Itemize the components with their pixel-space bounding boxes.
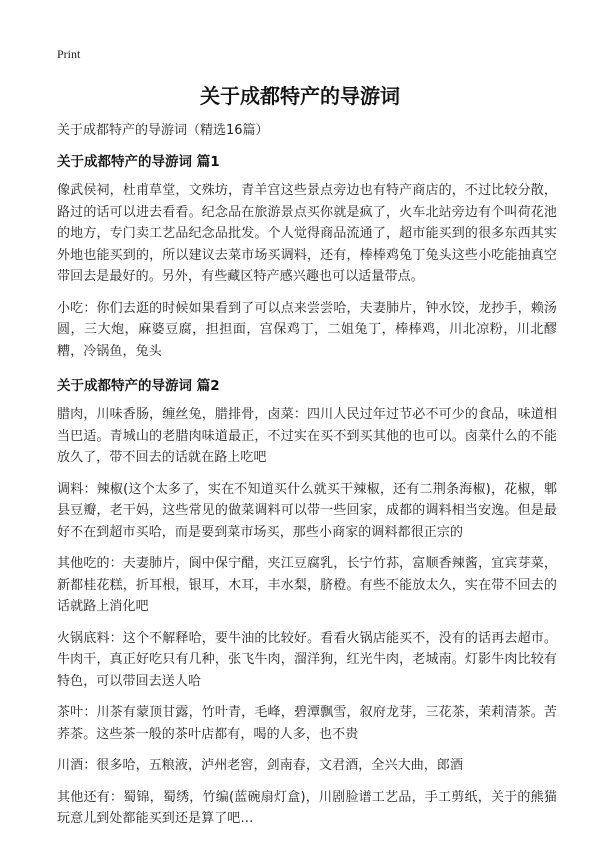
paragraph: 腊肉，川味香肠，缠丝兔，腊排骨，卤菜：四川人民过年过节必不可少的食品，味道相当巴适。青城山的老腊肉味道最正，不过实在买不到买其他的也可以。卤菜什么的不能放久了，带不回去的话就在路上吃吧 bbox=[57, 407, 557, 465]
document-subtitle: 关于成都特产的导游词（精选16篇） bbox=[57, 123, 269, 138]
paragraph: 川酒：很多哈，五粮液，泸州老窖，剑南春，文君酒，全兴大曲，郎酒 bbox=[57, 758, 464, 773]
print-label: Print bbox=[57, 47, 81, 61]
paragraph: 其他吃的：夫妻肺片，阆中保宁醋，夹江豆腐乳，长宁竹荪，富顺香辣酱，宜宾芽菜，新都桂花糕，折耳根，银耳，木耳，丰水梨，脐橙。有些不能放太久，实在带不回去的话就路上消化吧 bbox=[57, 556, 557, 614]
page-title: 关于成都特产的导游词 bbox=[200, 84, 400, 108]
section-2 bbox=[57, 374, 557, 830]
paragraph: 火锅底料：这个不解释哈，要牛油的比较好。看看火锅店能买不，没有的话再去超市。牛肉干，真正好吃只有几种，张飞牛肉，溜洋狗，红光牛肉，老城南。灯影牛肉比较有特色，可以带回去送人哈 bbox=[57, 630, 557, 689]
paragraph: 小吃：你们去逛的时候如果看到了可以点来尝尝哈，夫妻肺片，钟水饺，龙抄手，赖汤圆，三大炮，麻婆豆腐，担担面，宫保鸡丁，二姐兔丁，棒棒鸡，川北凉粉，川北醪糟，冷锅鱼，兔头 bbox=[57, 300, 557, 359]
paragraph: 茶叶：川茶有蒙顶甘露，竹叶青，毛峰，碧潭飘雪，叙府龙芽，三花茶，茉莉清茶。苦荞茶。这些茶一般的茶叶店都有，喝的人多，也不贵 bbox=[57, 705, 557, 742]
section-heading: 关于成都特产的导游词 篇2 bbox=[57, 378, 220, 394]
section-heading: 关于成都特产的导游词 篇1 bbox=[57, 154, 220, 170]
document-body bbox=[57, 150, 557, 842]
paragraph: 像武侯祠，杜甫草堂，文殊坊，青羊宫这些景点旁边也有特产商店的，不过比较分散，路过的话可以进去看看。纪念品在旅游景点买你就是疯了，火车北站旁边有个叫荷花池的地方，专门卖工艺品纪念品批发。个人觉得商品流通了，超市能买到的很多东西其实外地也能买到的，所以建议去菜市场买调料，还有，棒棒鸡兔丁兔头这些小吃能抽真空带回去是最好的。另外，有些藏区特产感兴趣也可以适量带点。 bbox=[57, 183, 557, 284]
paragraph: 调料：辣椒(这个太多了，实在不知道买什么就买干辣椒，还有二荆条海椒)，花椒，郫县豆瓣，老干妈，这些常见的做菜调料可以带一些回家，成都的调料相当安逸。但是最好不在到超市买哈，而是要到菜市场买，那些小商家的调料都很正宗的 bbox=[57, 481, 557, 540]
section-1 bbox=[57, 150, 557, 362]
paragraph: 其他还有：蜀锦，蜀绣，竹编(蓝碗扇灯盒)，川剧脸谱工艺品，手工剪纸，关于的熊猫玩意儿到处都能买到还是算了吧… bbox=[57, 789, 557, 826]
